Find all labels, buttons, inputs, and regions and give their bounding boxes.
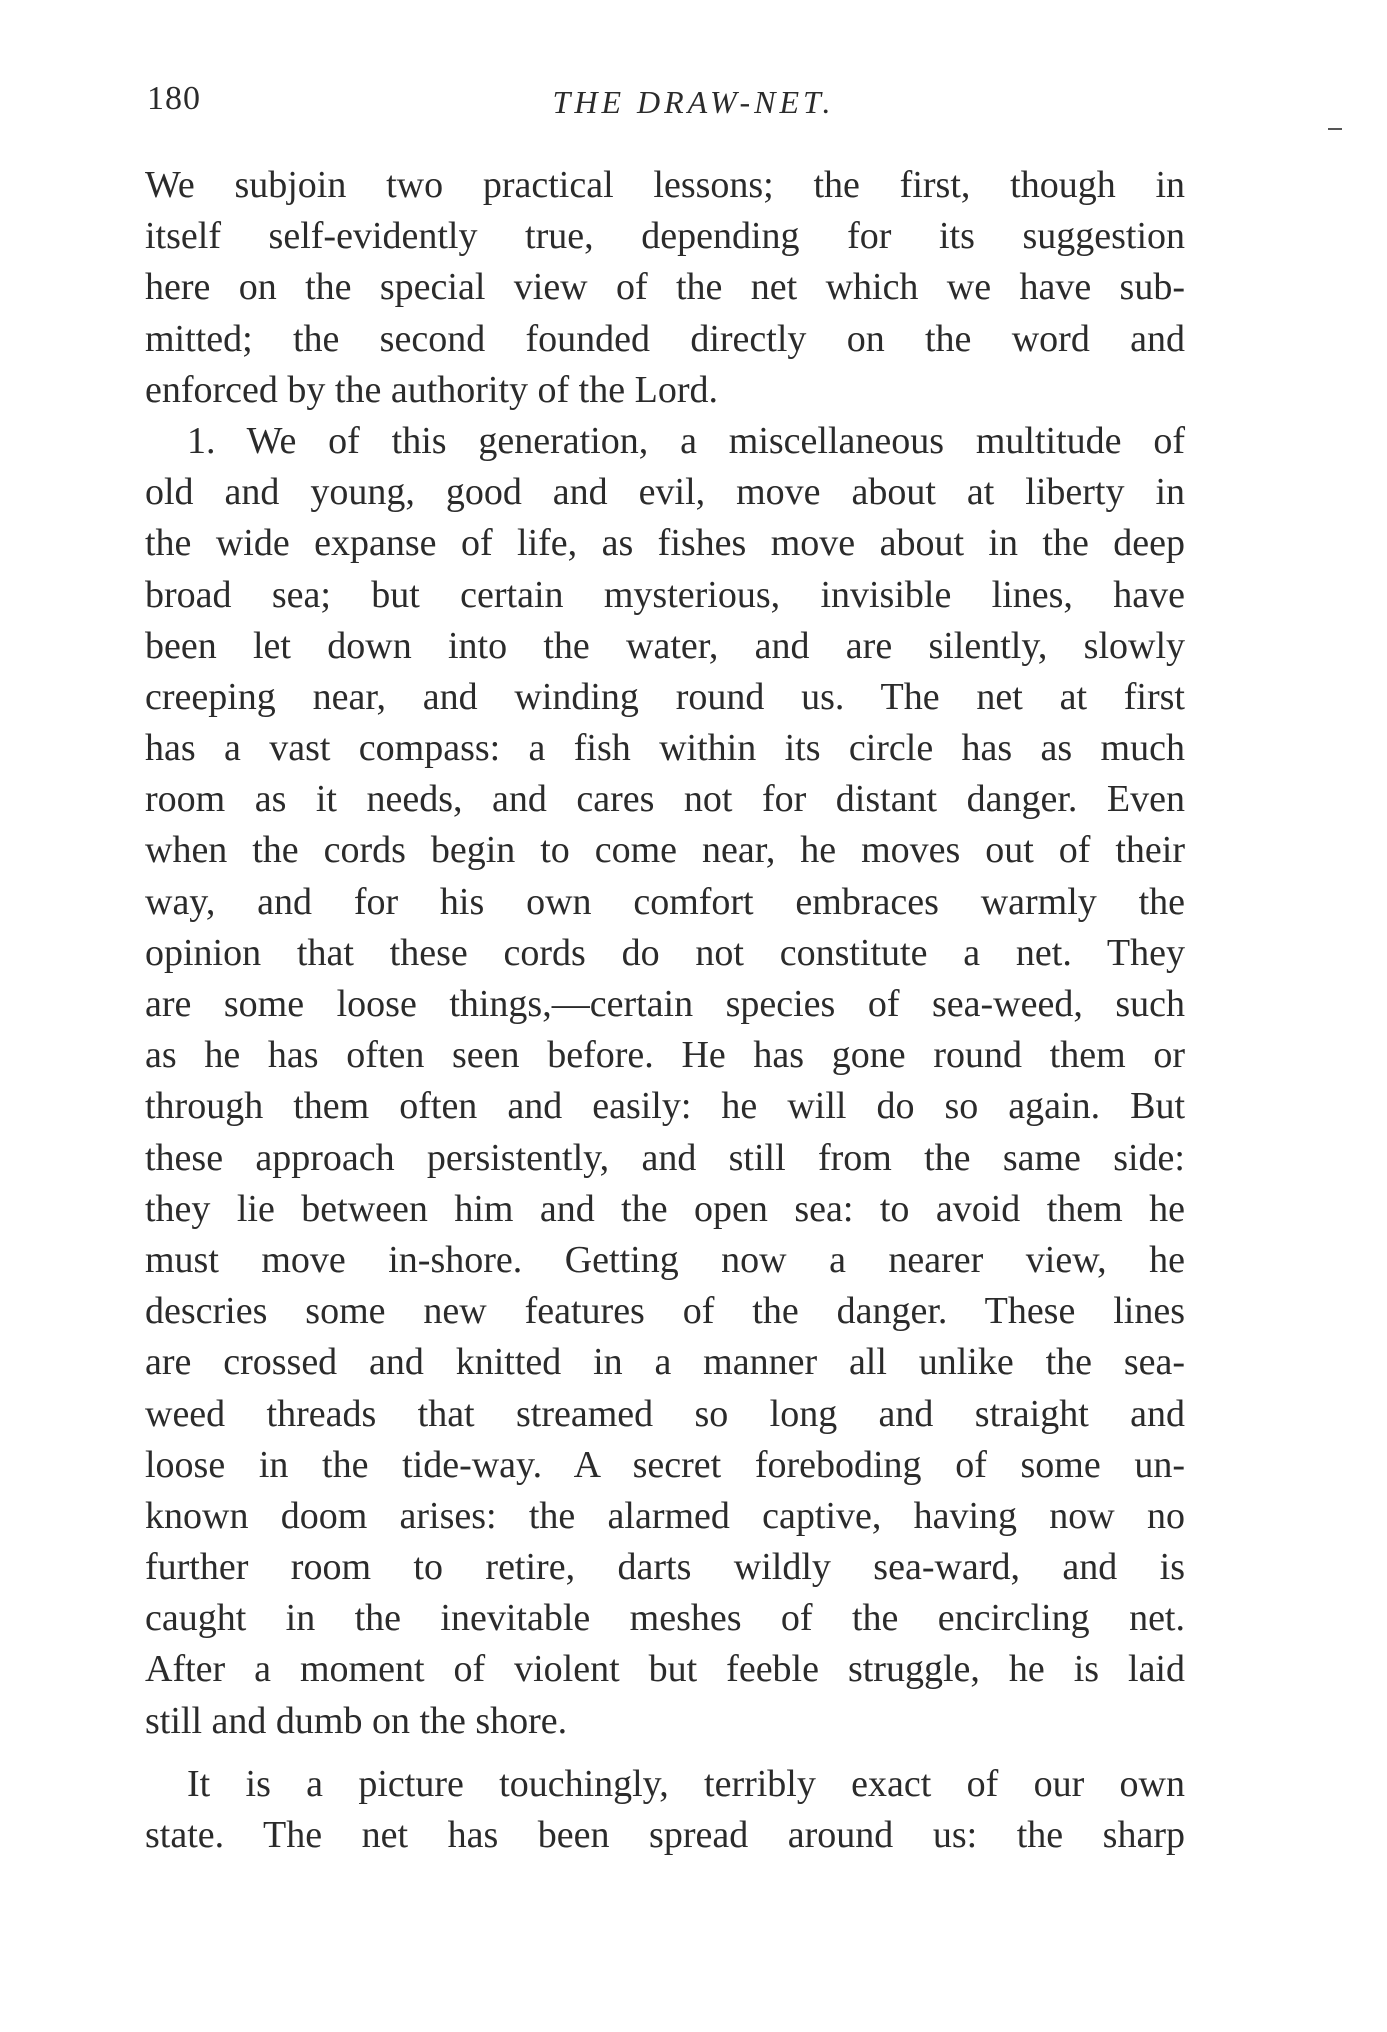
text-block [145, 160, 1185, 1861]
text-line: still and dumb on the shore. [145, 1699, 568, 1742]
text-line: known doom arises: the alarmed captive, having now no [145, 1494, 1185, 1537]
text-line: as he has often seen before. He has gone round them or [145, 1034, 1185, 1077]
text-line: broad sea; but certain mysterious, invisible lines, have [145, 573, 1185, 616]
text-line: loose in the tide-way. A secret foreboding of some un- [145, 1443, 1185, 1486]
margin-mark [1328, 128, 1342, 130]
text-line: must move in-shore. Getting now a nearer view, he [145, 1238, 1185, 1281]
text-line: descries some new features of the danger. These lines [145, 1290, 1185, 1333]
text-line: these approach persistently, and still from the same side: [145, 1136, 1185, 1179]
text-line: opinion that these cords do not constitute a net. They [145, 931, 1185, 974]
text-line: further room to retire, darts wildly sea-ward, and is [145, 1546, 1185, 1589]
text-line: the wide expanse of life, as fishes move about in the deep [145, 522, 1185, 565]
text-line: After a moment of violent but feeble struggle, he is laid [145, 1648, 1185, 1691]
page-number: 180 [147, 80, 201, 117]
text-line: when the cords begin to come near, he moves out of their [145, 829, 1185, 872]
text-line: are some loose things,—certain species of sea-weed, such [145, 983, 1185, 1025]
running-head: THE DRAW-NET. [552, 84, 835, 120]
text-line: here on the special view of the net which we have sub- [145, 266, 1185, 309]
text-line: It is a picture touchingly, terribly exact of our own [187, 1762, 1185, 1805]
text-line: weed threads that streamed so long and straight and [145, 1392, 1185, 1435]
text-line: creeping near, and winding round us. The net at first [145, 675, 1185, 718]
text-line: room as it needs, and cares not for distant danger. Even [145, 778, 1185, 821]
text-line: way, and for his own comfort embraces warmly the [145, 880, 1185, 923]
text-line: mitted; the second founded directly on the word and [145, 317, 1185, 360]
text-line: caught in the inevitable meshes of the encircling net. [145, 1597, 1185, 1640]
text-line: We subjoin two practical lessons; the first, though in [145, 164, 1185, 206]
text-line: has a vast compass: a fish within its circle has as much [145, 727, 1185, 770]
text-line: 1. We of this generation, a miscellaneous multitude of [187, 419, 1185, 462]
text-line: old and young, good and evil, move about at liberty in [145, 471, 1185, 514]
text-line: they lie between him and the open sea: to avoid them he [145, 1187, 1185, 1230]
text-line: are crossed and knitted in a manner all unlike the sea- [145, 1341, 1185, 1384]
text-line: enforced by the authority of the Lord. [145, 368, 718, 411]
text-line: been let down into the water, and are silently, slowly [145, 624, 1185, 667]
text-line: itself self-evidently true, depending for its suggestion [145, 215, 1185, 258]
text-line: through them often and easily: he will do so again. But [145, 1085, 1185, 1128]
text-line: state. The net has been spread around us: the sharp [145, 1814, 1185, 1856]
